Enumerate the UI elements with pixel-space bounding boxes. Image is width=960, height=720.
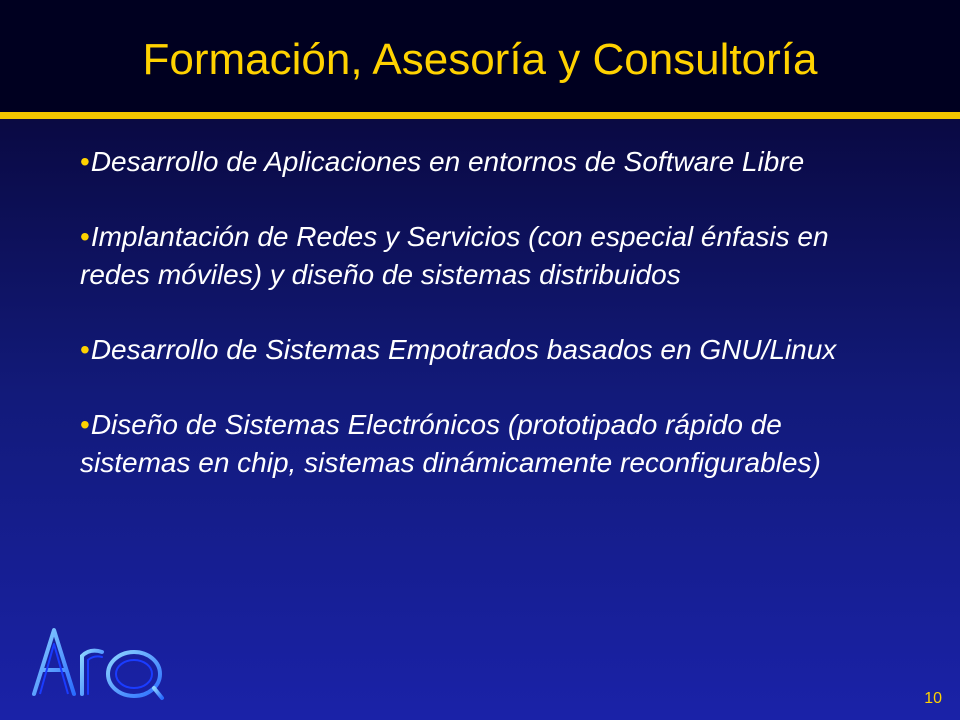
bullet-marker: •	[80, 146, 90, 177]
bullet-text: Desarrollo de Aplicaciones en entornos de Software Libre	[90, 146, 805, 177]
aro-logo-icon	[28, 622, 168, 702]
title-divider	[0, 112, 960, 119]
bullet-text: Implantación de Redes y Servicios (con especial énfasis en redes móviles) y diseño de sistemas distribuidos	[80, 221, 829, 290]
slide-title: Formación, Asesoría y Consultoría	[142, 35, 818, 84]
bullet-item	[80, 218, 880, 294]
bullet-item	[80, 331, 880, 369]
bullet-text: Desarrollo de Sistemas Empotrados basados en GNU/Linux	[90, 334, 837, 365]
bullet-marker: •	[80, 334, 90, 365]
bullet-text: Diseño de Sistemas Electrónicos (prototipado rápido de sistemas en chip, sistemas dinámicamente reconfigurables)	[80, 409, 821, 478]
bullet-list	[80, 143, 880, 519]
logo-letter-a	[34, 630, 74, 694]
logo-o-tail	[154, 688, 162, 698]
logo-letter-o-inner	[116, 660, 152, 688]
bullet-item	[80, 143, 880, 181]
slide-number: 10	[924, 690, 942, 707]
bullet-marker: •	[80, 221, 90, 252]
bullet-item	[80, 406, 880, 482]
logo-letter-r-inner	[88, 656, 102, 694]
bullet-marker: •	[80, 409, 90, 440]
